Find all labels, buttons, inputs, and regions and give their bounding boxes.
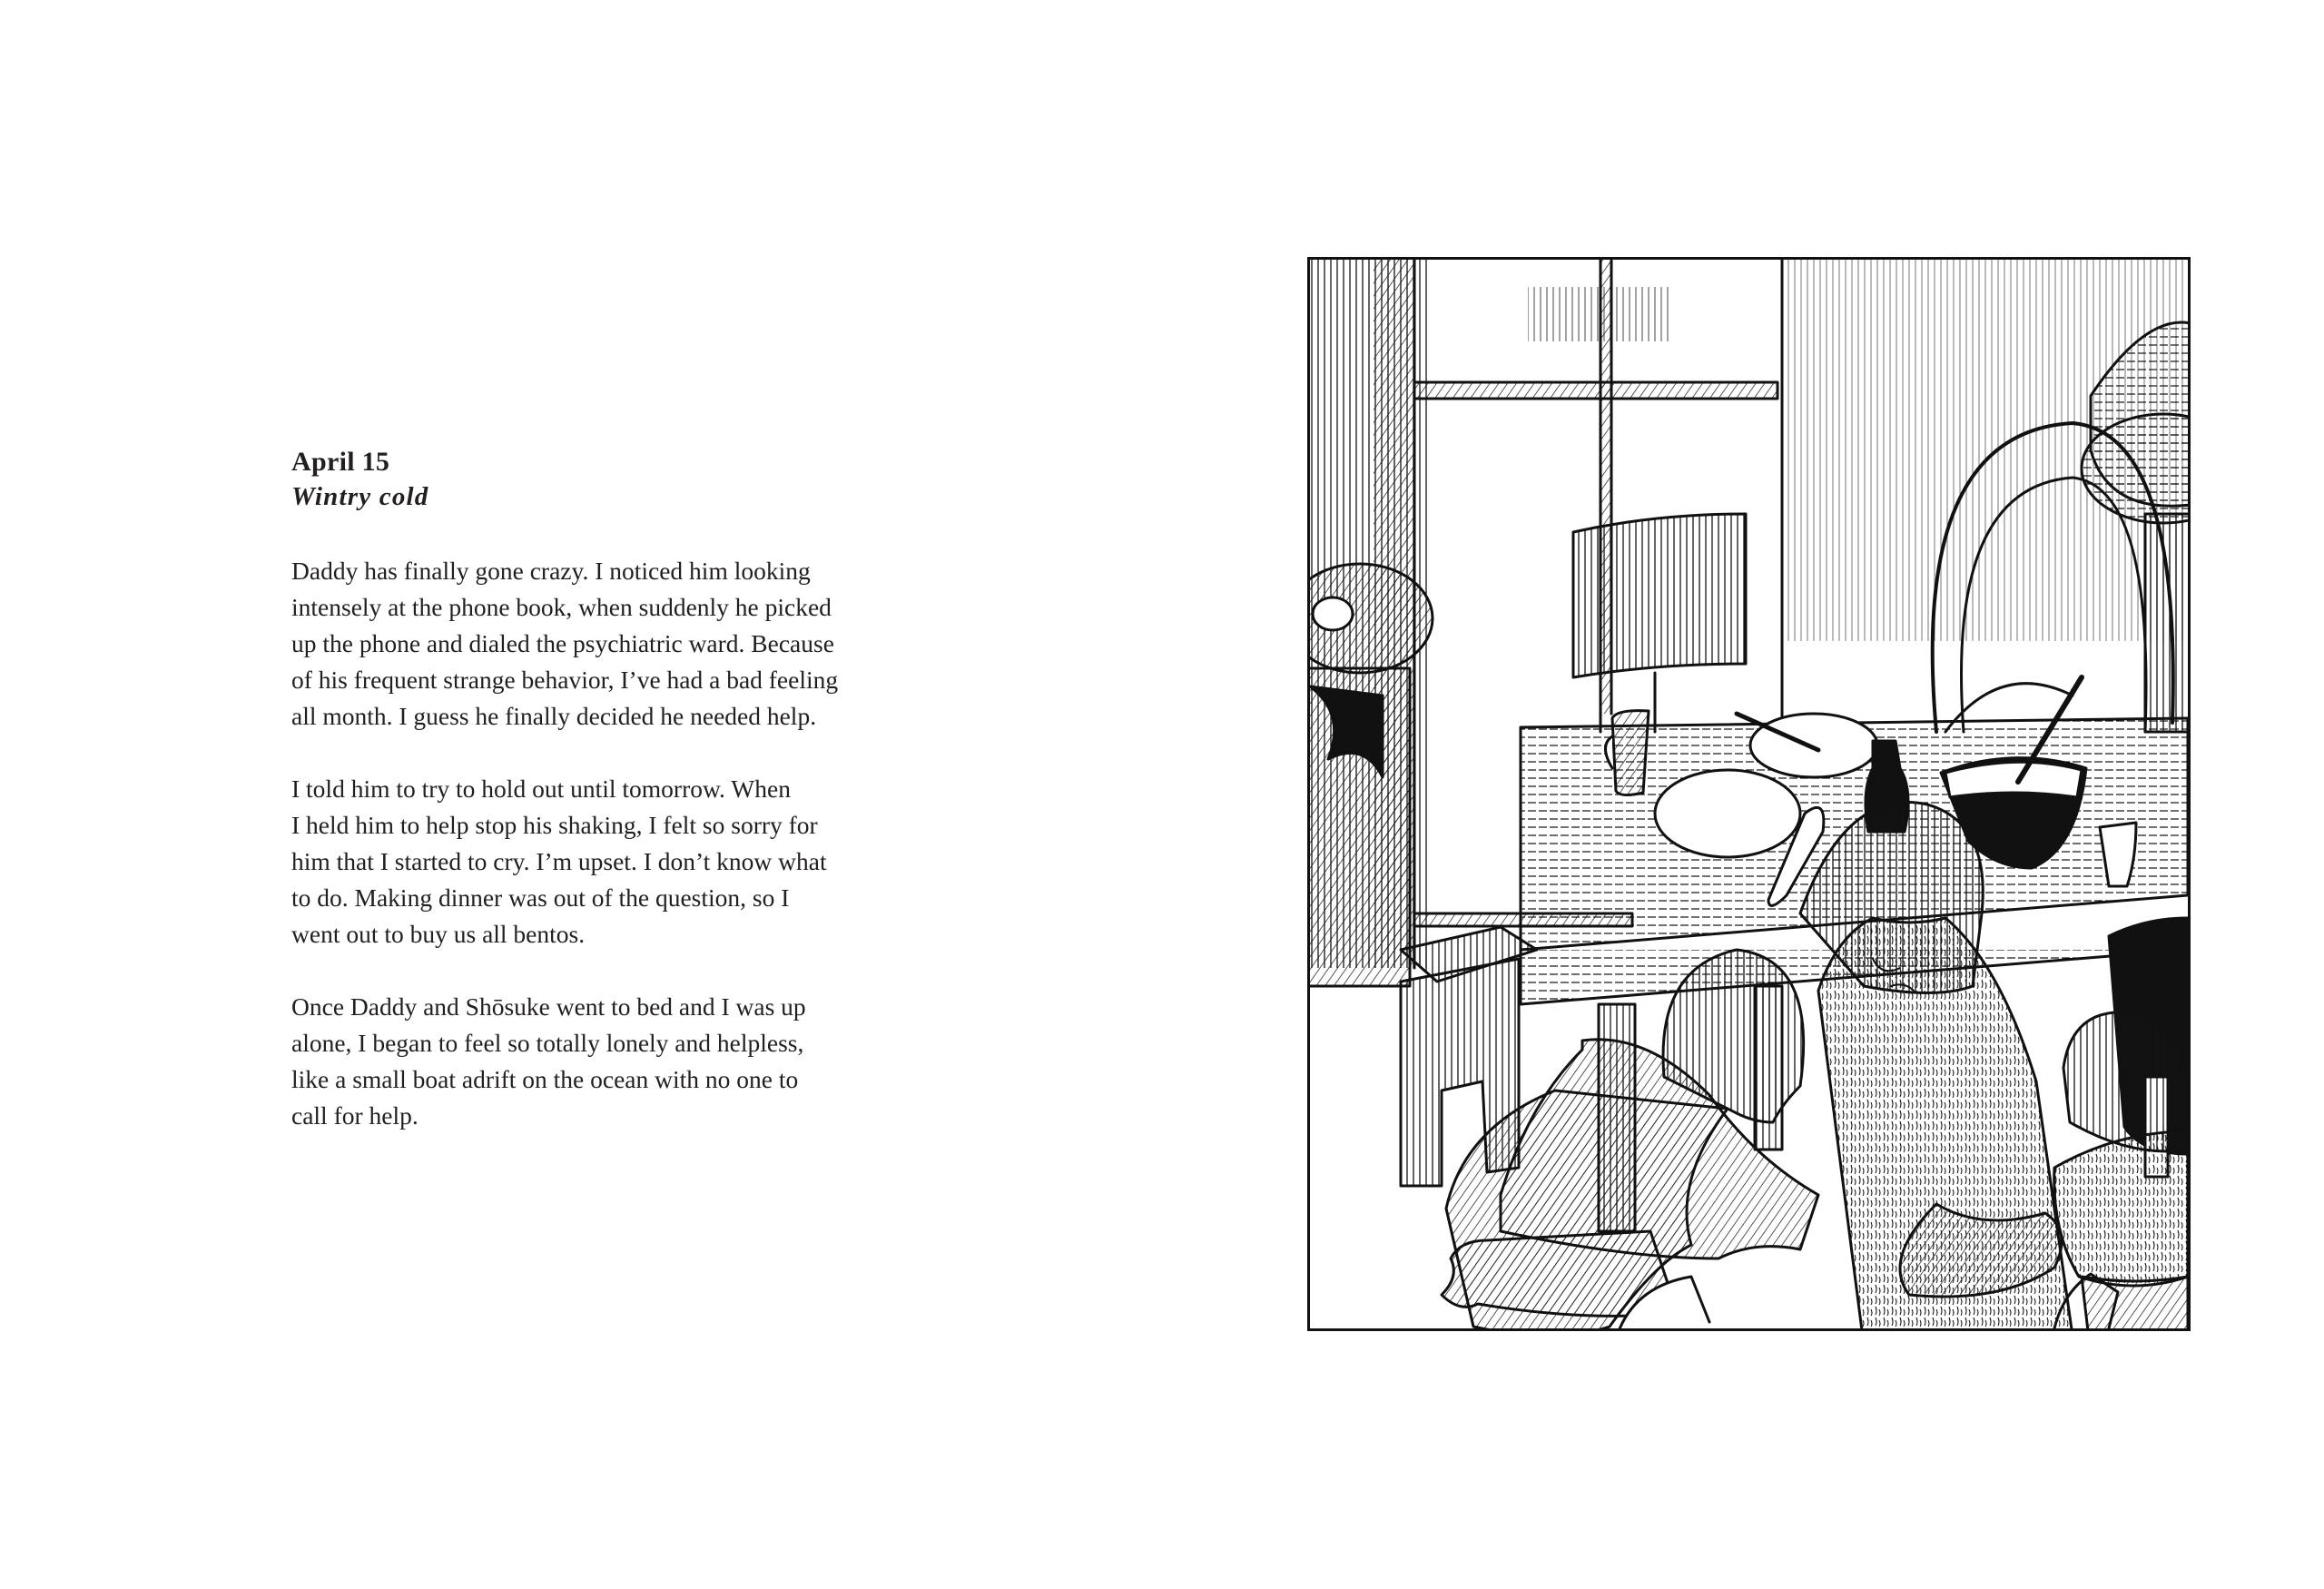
illustration-panel	[1307, 257, 2191, 1331]
entry-weather: Wintry cold	[291, 482, 429, 511]
text-line: Once Daddy and Shōsuke went to bed and I was up	[291, 992, 806, 1021]
text-line: Daddy has finally gone crazy. I noticed him looking	[291, 557, 811, 585]
back-chair	[1573, 514, 1746, 732]
text-line: up the phone and dialed the psychiatric ward. Because	[291, 629, 834, 657]
diary-entry	[291, 445, 891, 1170]
text-line: of his frequent strange behavior, I’ve had a bad feeling	[291, 666, 839, 694]
text-line: went out to buy us all bentos.	[291, 920, 586, 948]
text-line: intensely at the phone book, when suddenly he picked	[291, 593, 832, 621]
text-line: call for help.	[291, 1101, 419, 1130]
text-line: alone, I began to feel so totally lonely and helpless,	[291, 1029, 804, 1057]
text-line: all month. I guess he finally decided he needed help.	[291, 702, 817, 730]
ink-drawing	[1310, 260, 2188, 1328]
text-line: I held him to help stop his shaking, I felt so sorry for	[291, 811, 818, 839]
boy-figure	[2054, 1012, 2188, 1328]
text-line: him that I started to cry. I’m upset. I don’t know what	[291, 847, 827, 875]
entry-body	[291, 553, 891, 1134]
paragraph-3	[291, 989, 891, 1134]
paragraph-1	[291, 553, 891, 735]
text-line: like a small boat adrift on the ocean with no one to	[291, 1065, 799, 1093]
text-line: I told him to try to hold out until tomorrow. When	[291, 775, 791, 803]
text-line: to do. Making dinner was out of the question, so I	[291, 883, 790, 912]
paragraph-2	[291, 771, 891, 952]
entry-date: April 15	[291, 447, 390, 477]
